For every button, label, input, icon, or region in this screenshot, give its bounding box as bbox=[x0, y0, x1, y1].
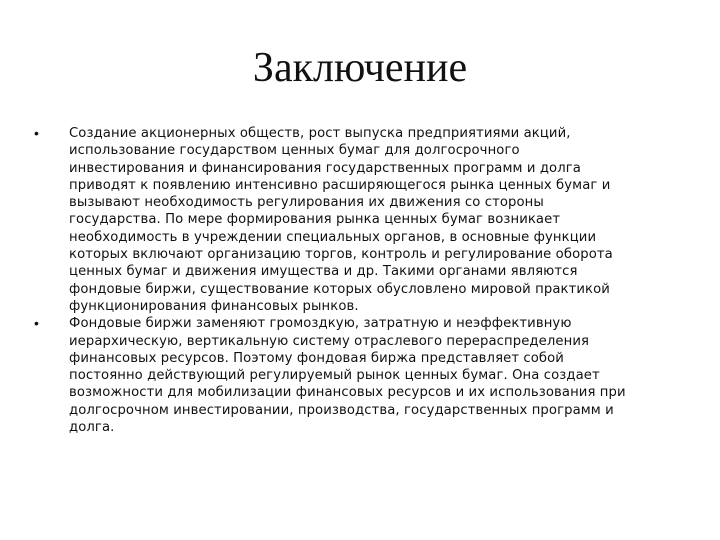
bullet-text: Фондовые биржи заменяют громоздкую, затратную и неэффективную иерархическую, вертикальную систему отраслевого перераспределения финансовых ресурсов. Поэтому фондовая биржа представляет собой постоянно действующий регулируемый рынок ценных бумаг. Она создает возможности для мобилизации финансовых ресурсов и их использования при долгосрочном инвестировании, производства, государственных программ и долга. bbox=[69, 316, 626, 436]
bullet-list bbox=[0, 125, 720, 436]
bullet-text: Создание акционерных обществ, рост выпуска предприятиями акций, использование государством ценных бумаг для долгосрочного инвестирования и финансирования государственных программ и долга приводят к появлению интенсивно расширяющегося рынка ценных бумаг и вызывают необходимость регулирования их движения со стороны государства. По мере формирования рынка ценных бумаг возникает необходимость в учреждении специальных органов, в основные функции которых включают организацию торгов, контроль и регулирование оборота ценных бумаг и движения имущества и др. Такими органами являются фондовые биржи, существование которых обусловлено мировой практикой функционирования финансовых рынков. bbox=[69, 126, 613, 314]
bullet-marker: • bbox=[34, 125, 39, 141]
bullet-marker: • bbox=[34, 315, 39, 332]
bullet-item bbox=[0, 125, 720, 315]
bullet-item bbox=[0, 315, 720, 436]
slide-title: Заключение bbox=[252, 45, 468, 91]
